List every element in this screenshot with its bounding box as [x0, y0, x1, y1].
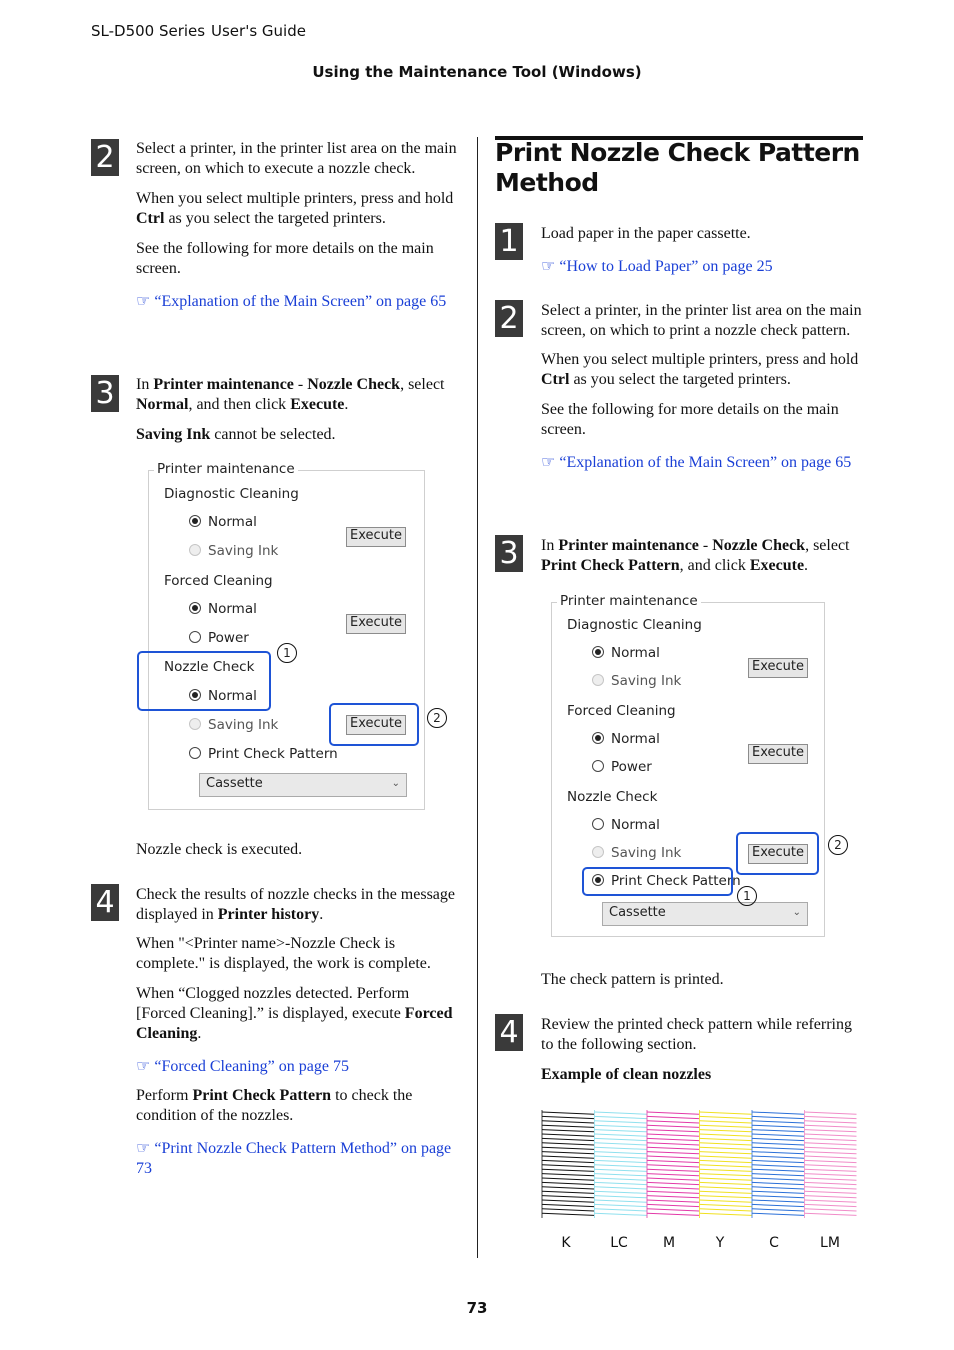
forced-normal-label: Normal: [611, 731, 660, 747]
execute-highlight: [329, 703, 419, 746]
pointing-hand-icon: ☞: [136, 291, 151, 310]
nozzle-line: [700, 1147, 752, 1149]
nozzle-check-label: Nozzle Check: [567, 789, 658, 805]
nozzle-saving-label: Saving Ink: [611, 845, 682, 861]
step-number: 1: [495, 223, 523, 260]
nozzle-line: [805, 1143, 857, 1145]
nozzle-pattern-m: [647, 1110, 699, 1218]
nozzle-line: [700, 1178, 752, 1180]
chevron-down-icon: ⌄: [792, 907, 801, 918]
step-number: 3: [495, 535, 523, 572]
nozzle-label-y: Y: [715, 1235, 725, 1251]
nozzle-saving-radio: [592, 846, 604, 858]
nozzle-line: [805, 1134, 857, 1136]
nozzle-line: [595, 1152, 647, 1154]
pointing-hand-icon: ☞: [541, 452, 556, 471]
left-step4-text: Check the results of nozzle checks in the message displayed in Printer history.: [136, 886, 455, 923]
nozzle-line: [542, 1143, 594, 1145]
right-step4: [541, 1015, 863, 1085]
nozzle-line: [700, 1130, 752, 1132]
forced-execute-button[interactable]: Execute: [346, 614, 406, 634]
nozzle-line: [700, 1125, 752, 1127]
nozzle-line: [752, 1130, 804, 1132]
right-step1: [541, 224, 863, 277]
left-step4: [136, 885, 461, 1179]
nozzle-line: [752, 1191, 804, 1193]
nozzle-line: [805, 1191, 857, 1193]
step-number: 4: [495, 1014, 523, 1051]
nozzle-line: [805, 1130, 857, 1132]
nozzle-line: [805, 1147, 857, 1149]
nozzle-line: [700, 1112, 752, 1114]
nozzle-line: [647, 1174, 699, 1176]
nozzle-line: [647, 1213, 699, 1215]
nozzle-line: [647, 1130, 699, 1132]
page-number: 73: [466, 1299, 488, 1317]
nozzle-line: [542, 1178, 594, 1180]
nozzle-line: [647, 1160, 699, 1162]
pointing-hand-icon: ☞: [136, 1056, 151, 1075]
right-step2-see-more: See the following for more details on the main screen.: [541, 401, 839, 438]
nozzle-pattern-radio[interactable]: [189, 747, 201, 759]
nozzle-line: [752, 1125, 804, 1127]
nozzle-line: [542, 1169, 594, 1171]
left-step2-link[interactable]: ☞ “Explanation of the Main Screen” on page 65: [136, 291, 447, 310]
nozzle-line: [542, 1134, 594, 1136]
nozzle-line: [595, 1156, 647, 1158]
nozzle-line: [595, 1191, 647, 1193]
nozzle-line: [595, 1125, 647, 1127]
maintenance-dialog-left: [136, 460, 456, 820]
diag-execute-button[interactable]: Execute: [346, 527, 406, 547]
nozzle-line: [647, 1112, 699, 1114]
nozzle-line: [700, 1116, 752, 1118]
nozzle-line: [752, 1196, 804, 1198]
nozzle-line: [805, 1152, 857, 1154]
nozzle-line: [752, 1116, 804, 1118]
chevron-down-icon: ⌄: [391, 778, 400, 789]
nozzle-normal-radio[interactable]: [592, 818, 604, 830]
nozzle-line: [805, 1209, 857, 1211]
forced-power-radio[interactable]: [592, 760, 604, 772]
diag-normal-radio[interactable]: [189, 515, 201, 527]
nozzle-line: [647, 1147, 699, 1149]
nozzle-line: [752, 1165, 804, 1167]
nozzle-line: [805, 1196, 857, 1198]
nozzle-line: [752, 1169, 804, 1171]
nozzle-line: [700, 1156, 752, 1158]
forced-normal-radio[interactable]: [189, 602, 201, 614]
nozzle-line: [542, 1213, 594, 1215]
nozzle-line: [595, 1138, 647, 1140]
nozzle-line: [542, 1196, 594, 1198]
nozzle-line: [595, 1134, 647, 1136]
nozzle-label-k: K: [561, 1235, 571, 1251]
nozzle-line: [752, 1134, 804, 1136]
forced-cleaning-link[interactable]: ☞ “Forced Cleaning” on page 75: [136, 1056, 349, 1075]
nozzle-label-lm: LM: [820, 1235, 840, 1251]
nozzle-pattern-lm: [805, 1110, 857, 1218]
nozzle-line: [752, 1147, 804, 1149]
nozzle-line: [700, 1209, 752, 1211]
right-step2: [541, 301, 863, 473]
nozzle-line: [752, 1143, 804, 1145]
left-step3-text: In Printer maintenance - Nozzle Check, select Normal, and then click Execute.: [136, 376, 445, 413]
nozzle-line: [752, 1187, 804, 1189]
left-step3-note: Saving Ink cannot be selected.: [136, 426, 336, 443]
forced-normal-radio[interactable]: [592, 732, 604, 744]
step-number: 4: [91, 884, 119, 921]
step-number: 2: [91, 139, 119, 176]
nozzle-line: [542, 1116, 594, 1118]
nozzle-line: [752, 1178, 804, 1180]
nozzle-line: [542, 1209, 594, 1211]
nozzle-execute-button[interactable]: Execute: [346, 715, 406, 735]
paper-source-value: Cassette: [609, 905, 666, 920]
nozzle-line: [700, 1187, 752, 1189]
nozzle-line: [542, 1174, 594, 1176]
nozzle-line: [542, 1138, 594, 1140]
nozzle-check-pattern-illustration: [538, 1108, 860, 1223]
nozzle-line: [647, 1116, 699, 1118]
nozzle-line: [647, 1156, 699, 1158]
right-step3-text: In Printer maintenance - Nozzle Check, select Print Check Pattern, and click Execute.: [541, 537, 850, 574]
nozzle-check-highlight: [137, 651, 271, 711]
diag-normal-label: Normal: [611, 645, 660, 661]
nozzle-pattern-y: [700, 1110, 752, 1218]
nozzle-line: [805, 1116, 857, 1118]
left-step4-pattern: Perform Print Check Pattern to check the condition of the nozzles.: [136, 1087, 413, 1124]
nozzle-line: [647, 1134, 699, 1136]
diag-saving-radio: [189, 544, 201, 556]
nozzle-line: [595, 1200, 647, 1202]
nozzle-normal-label: Normal: [208, 688, 257, 704]
column-divider: [477, 137, 478, 1258]
nozzle-line: [700, 1213, 752, 1215]
nozzle-line: [805, 1178, 857, 1180]
nozzle-line: [752, 1160, 804, 1162]
nozzle-line: [542, 1147, 594, 1149]
nozzle-line: [805, 1165, 857, 1167]
nozzle-line: [752, 1200, 804, 1202]
forced-power-label: Power: [611, 759, 652, 775]
load-paper-link[interactable]: ☞ “How to Load Paper” on page 25: [541, 256, 773, 275]
forced-execute-button[interactable]: Execute: [748, 744, 808, 764]
nozzle-line: [542, 1204, 594, 1206]
nozzle-line: [647, 1209, 699, 1211]
nozzle-line: [647, 1169, 699, 1171]
diag-normal-radio[interactable]: [592, 646, 604, 658]
nozzle-line: [595, 1147, 647, 1149]
forced-normal-label: Normal: [208, 601, 257, 617]
nozzle-line: [752, 1152, 804, 1154]
header-series: SL-D500 Series: [91, 22, 206, 40]
nozzle-line: [595, 1209, 647, 1211]
nozzle-line: [595, 1178, 647, 1180]
left-step4-clogged: When “Clogged nozzles detected. Perform [Forced Cleaning].” is displayed, execute Forced Cleaning.: [136, 985, 453, 1042]
nozzle-line: [647, 1165, 699, 1167]
nozzle-line: [805, 1138, 857, 1140]
nozzle-line: [752, 1112, 804, 1114]
nozzle-line: [752, 1213, 804, 1215]
nozzle-line: [647, 1196, 699, 1198]
nozzle-line: [647, 1125, 699, 1127]
nozzle-line: [595, 1182, 647, 1184]
diag-execute-button[interactable]: Execute: [748, 658, 808, 678]
nozzle-line: [700, 1169, 752, 1171]
clean-nozzles-subhead: Example of clean nozzles: [541, 1066, 712, 1083]
diag-normal-label: Normal: [208, 514, 257, 530]
nozzle-line: [595, 1169, 647, 1171]
left-step2: [136, 139, 461, 312]
nozzle-label-c: C: [769, 1235, 779, 1251]
forced-cleaning-label: Forced Cleaning: [567, 703, 676, 719]
nozzle-line: [647, 1178, 699, 1180]
nozzle-label-m: M: [662, 1235, 676, 1251]
diag-saving-label: Saving Ink: [611, 673, 682, 689]
group-title: Printer maintenance: [154, 461, 298, 477]
right-step3-result: The check pattern is printed.: [541, 971, 724, 988]
nozzle-line: [647, 1138, 699, 1140]
left-step4-complete: When "<Printer name>-Nozzle Check is complete." is displayed, the work is complete.: [136, 935, 431, 972]
group-title: Printer maintenance: [557, 593, 701, 609]
section-heading: Print Nozzle Check Pattern Method: [495, 138, 860, 197]
nozzle-line: [752, 1138, 804, 1140]
nozzle-line: [752, 1121, 804, 1123]
nozzle-execute-button[interactable]: Execute: [748, 844, 808, 864]
nozzle-line: [542, 1187, 594, 1189]
nozzle-line: [805, 1112, 857, 1114]
nozzle-saving-radio: [189, 718, 201, 730]
nozzle-line: [805, 1204, 857, 1206]
nozzle-line: [805, 1182, 857, 1184]
left-step2-text: Select a printer, in the printer list area on the main screen, on which to execute a nozzle check.: [136, 140, 457, 177]
diag-saving-radio: [592, 674, 604, 686]
nozzle-line: [542, 1191, 594, 1193]
nozzle-line: [647, 1143, 699, 1145]
nozzle-line: [805, 1200, 857, 1202]
maintenance-dialog-right: [540, 592, 860, 942]
nozzle-line: [700, 1138, 752, 1140]
nozzle-pattern-k: [542, 1110, 594, 1218]
left-step2-ctrl-note: When you select multiple printers, press and hold Ctrl as you select the targeted printers.: [136, 190, 454, 227]
pointing-hand-icon: ☞: [541, 256, 556, 275]
nozzle-line: [595, 1204, 647, 1206]
nozzle-line: [752, 1209, 804, 1211]
nozzle-line: [805, 1174, 857, 1176]
nozzle-line: [805, 1187, 857, 1189]
nozzle-pattern-lc: [595, 1110, 647, 1218]
nozzle-line: [647, 1191, 699, 1193]
nozzle-line: [752, 1204, 804, 1206]
nozzle-line: [595, 1112, 647, 1114]
nozzle-line: [752, 1174, 804, 1176]
right-step4-text: Review the printed check pattern while referring to the following section.: [541, 1016, 852, 1053]
execute-highlight: [736, 832, 819, 875]
nozzle-line: [595, 1130, 647, 1132]
nozzle-line: [700, 1196, 752, 1198]
nozzle-pattern-label: Print Check Pattern: [611, 873, 741, 889]
nozzle-line: [595, 1121, 647, 1123]
nozzle-line: [700, 1182, 752, 1184]
nozzle-line: [805, 1156, 857, 1158]
nozzle-line: [542, 1130, 594, 1132]
nozzle-line: [647, 1200, 699, 1202]
nozzle-line: [805, 1125, 857, 1127]
nozzle-line: [595, 1143, 647, 1145]
print-pattern-link[interactable]: ☞ “Print Nozzle Check Pattern Method” on page 73: [136, 1138, 452, 1177]
nozzle-line: [595, 1196, 647, 1198]
forced-power-label: Power: [208, 630, 249, 646]
nozzle-saving-label: Saving Ink: [208, 717, 279, 733]
nozzle-line: [647, 1182, 699, 1184]
nozzle-line: [595, 1213, 647, 1215]
paper-source-select[interactable]: [199, 773, 407, 797]
nozzle-line: [700, 1191, 752, 1193]
right-step2-text: Select a printer, in the printer list area on the main screen, on which to print a nozzle check pattern.: [541, 302, 862, 339]
paper-source-select[interactable]: [602, 902, 808, 926]
nozzle-line: [700, 1200, 752, 1202]
nozzle-line: [700, 1121, 752, 1123]
nozzle-line: [700, 1204, 752, 1206]
nozzle-line: [647, 1204, 699, 1206]
nozzle-line: [805, 1121, 857, 1123]
diagnostic-cleaning-label: Diagnostic Cleaning: [567, 617, 702, 633]
nozzle-line: [700, 1152, 752, 1154]
nozzle-line: [542, 1152, 594, 1154]
nozzle-line: [752, 1156, 804, 1158]
header-guide: User's Guide: [211, 22, 306, 40]
left-step3-result: Nozzle check is executed.: [136, 841, 303, 858]
nozzle-line: [647, 1121, 699, 1123]
nozzle-line: [542, 1200, 594, 1202]
callout-1: 1: [277, 643, 297, 663]
nozzle-line: [542, 1156, 594, 1158]
nozzle-pattern-c: [752, 1110, 804, 1218]
nozzle-line: [595, 1160, 647, 1162]
forced-power-radio[interactable]: [189, 631, 201, 643]
nozzle-line: [542, 1165, 594, 1167]
callout-2: 2: [828, 835, 848, 855]
nozzle-line: [647, 1152, 699, 1154]
nozzle-line: [700, 1134, 752, 1136]
paper-source-value: Cassette: [206, 776, 263, 791]
nozzle-label-lc: LC: [610, 1235, 628, 1251]
header-section-title: Using the Maintenance Tool (Windows): [312, 63, 642, 81]
right-step1-text: Load paper in the paper cassette.: [541, 225, 751, 242]
diag-saving-label: Saving Ink: [208, 543, 279, 559]
forced-cleaning-label: Forced Cleaning: [164, 573, 273, 589]
nozzle-line: [752, 1182, 804, 1184]
nozzle-pattern-label: Print Check Pattern: [208, 746, 338, 762]
nozzle-check-label: Nozzle Check: [164, 659, 255, 675]
step-number: 2: [495, 300, 523, 337]
right-step2-link[interactable]: ☞ “Explanation of the Main Screen” on page 65: [541, 452, 852, 471]
print-pattern-highlight: [582, 867, 733, 896]
left-step2-see-more: See the following for more details on the main screen.: [136, 240, 434, 277]
right-step3: [541, 536, 866, 576]
callout-2: 2: [427, 708, 447, 728]
nozzle-line: [542, 1125, 594, 1127]
pointing-hand-icon: ☞: [136, 1138, 151, 1157]
nozzle-line: [700, 1160, 752, 1162]
left-step3: [136, 375, 461, 445]
nozzle-line: [595, 1187, 647, 1189]
step-number: 3: [91, 375, 119, 412]
nozzle-line: [595, 1165, 647, 1167]
nozzle-line: [805, 1160, 857, 1162]
right-step2-ctrl-note: When you select multiple printers, press and hold Ctrl as you select the targeted printers.: [541, 351, 859, 388]
nozzle-line: [542, 1121, 594, 1123]
diagnostic-cleaning-label: Diagnostic Cleaning: [164, 486, 299, 502]
nozzle-line: [700, 1174, 752, 1176]
nozzle-line: [805, 1213, 857, 1215]
nozzle-line: [700, 1143, 752, 1145]
nozzle-line: [700, 1165, 752, 1167]
nozzle-normal-label: Normal: [611, 817, 660, 833]
nozzle-line: [542, 1182, 594, 1184]
nozzle-line: [595, 1174, 647, 1176]
nozzle-line: [647, 1187, 699, 1189]
callout-1: 1: [737, 886, 757, 906]
nozzle-line: [595, 1116, 647, 1118]
nozzle-line: [805, 1169, 857, 1171]
nozzle-line: [542, 1112, 594, 1114]
nozzle-line: [542, 1160, 594, 1162]
